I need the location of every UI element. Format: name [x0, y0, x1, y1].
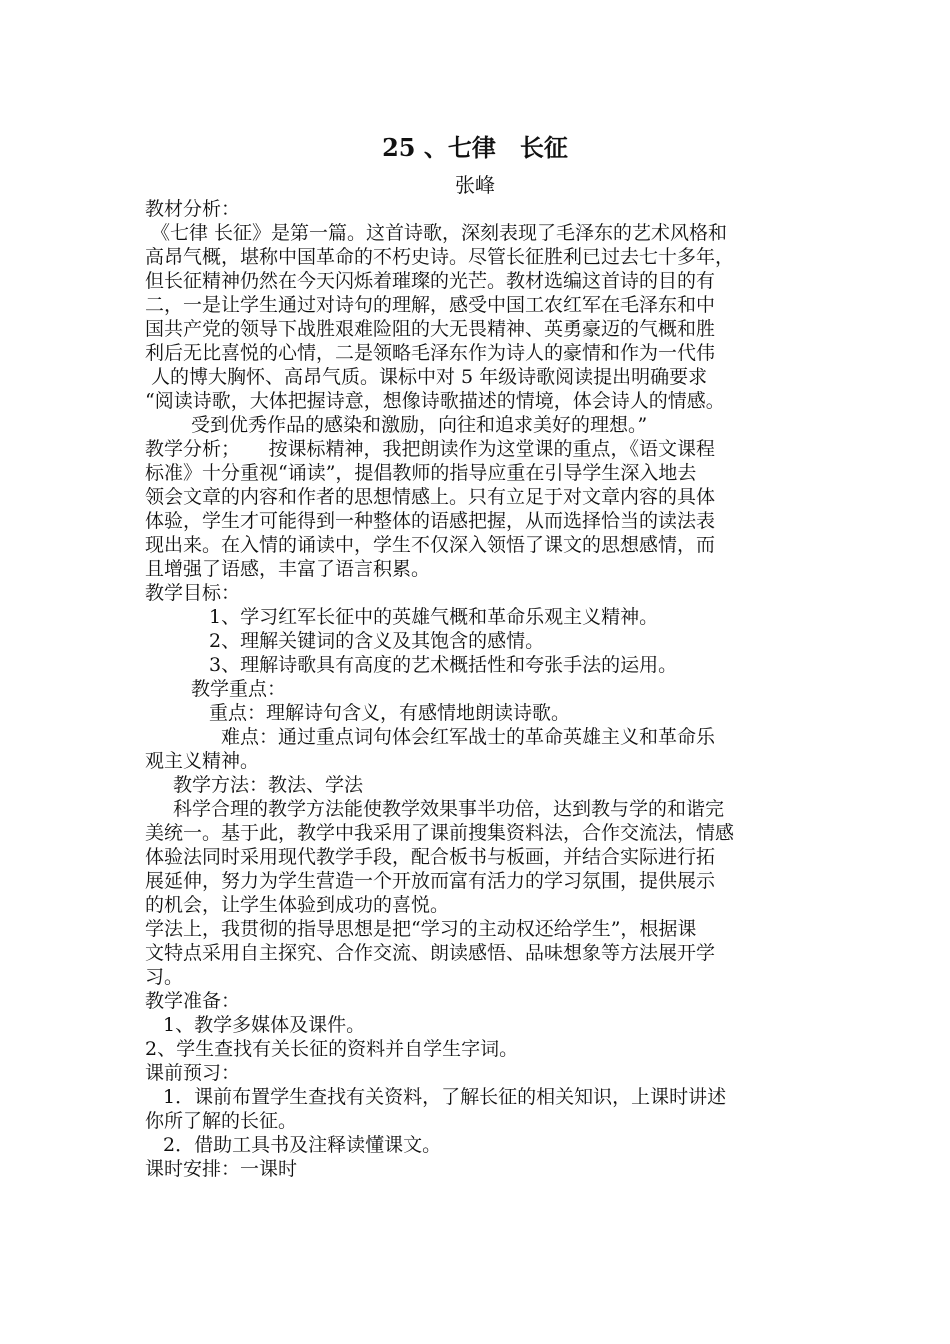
paragraph-line: 国共产党的领导下战胜艰难险阻的大无畏精神、英勇豪迈的气概和胜 — [145, 318, 716, 340]
section-heading: 教学方法：教法、学法 — [173, 774, 364, 796]
paragraph-line: 现出来。在入情的诵读中，学生不仅深入领悟了课文的思想感情，而 — [145, 534, 716, 556]
list-item: 2．借助工具书及注释读懂课文。 — [163, 1134, 442, 1156]
paragraph-line: 《七律 长征》是第一篇。这首诗歌，深刻表现了毛泽东的艺术风格和 — [151, 222, 728, 244]
paragraph-line: 展延伸，努力为学生营造一个开放而富有活力的学习氛围，提供展示 — [145, 870, 716, 892]
paragraph-line: 习。 — [145, 966, 184, 988]
section-heading: 教学目标： — [145, 582, 241, 604]
paragraph-line: 美统一。基于此，教学中我采用了课前搜集资料法，合作交流法，情感 — [145, 822, 735, 844]
paragraph-line: 难点：通过重点词句体会红军战士的革命英雄主义和革命乐 — [221, 726, 716, 748]
section-heading: 课前预习： — [145, 1062, 241, 1084]
list-item: 1、学习红军长征中的英雄气概和革命乐观主义精神。 — [209, 606, 659, 628]
paragraph-line: 人的博大胸怀、高昂气质。课标中对 5 年级诗歌阅读提出明确要求 — [151, 366, 708, 388]
page-title: 25 、七律 长征 — [382, 133, 568, 162]
section-heading: 教学重点： — [191, 678, 287, 700]
paragraph-line: 体验，学生才可能得到一种整体的语感把握，从而选择恰当的读法表 — [145, 510, 716, 532]
document-body — [145, 197, 815, 1181]
paragraph-line: 且增强了语感，丰富了语言积累。 — [145, 558, 431, 580]
paragraph-line: 文特点采用自主探究、合作交流、朗读感悟、品味想象等方法展开学 — [145, 942, 716, 964]
author: 张峰 — [455, 173, 495, 197]
section-heading: 教材分析： — [145, 198, 241, 220]
list-item: 1．课前布置学生查找有关资料，了解长征的相关知识，上课时讲述 — [163, 1086, 727, 1108]
list-item: 1、教学多媒体及课件。 — [163, 1014, 366, 1036]
paragraph-line: 科学合理的教学方法能使教学效果事半功倍，达到教与学的和谐完 — [173, 798, 725, 820]
section-heading: 教学准备： — [145, 990, 241, 1012]
list-item: 3、理解诗歌具有高度的艺术概括性和夸张手法的运用。 — [209, 654, 678, 676]
paragraph-line: 教学分析； 按课标精神，我把朗读作为这堂课的重点，《语文课程 — [145, 438, 716, 460]
paragraph-line: 的机会，让学生体验到成功的喜悦。 — [145, 894, 450, 916]
paragraph-line: 领会文章的内容和作者的思想情感上。只有立足于对文章内容的具体 — [145, 486, 716, 508]
paragraph-line: 二，一是让学生通过对诗句的理解，感受中国工农红军在毛泽东和中 — [145, 294, 716, 316]
paragraph-line: 标准》十分重视“诵读”，提倡教师的指导应重在引导学生深入地去 — [145, 462, 697, 484]
section-heading: 课时安排：一课时 — [145, 1158, 298, 1180]
list-item: 2、学生查找有关长征的资料并自学生字词。 — [145, 1038, 519, 1060]
paragraph-line: 受到优秀作品的感染和激励，向往和追求美好的理想。” — [191, 414, 648, 436]
list-item: 你所了解的长征。 — [145, 1110, 298, 1132]
paragraph-line: 观主义精神。 — [145, 750, 260, 772]
paragraph-line: 利后无比喜悦的心情，二是领略毛泽东作为诗人的豪情和作为一代伟 — [145, 342, 716, 364]
paragraph-line: 学法上，我贯彻的指导思想是把“学习的主动权还给学生”，根据课 — [145, 918, 697, 940]
paragraph-line: 重点：理解诗句含义，有感情地朗读诗歌。 — [209, 702, 571, 724]
paragraph-line: “阅读诗歌，大体把握诗意，想像诗歌描述的情境，体会诗人的情感。 — [145, 390, 725, 412]
list-item: 2、理解关键词的含义及其饱含的感情。 — [209, 630, 545, 652]
paragraph-line: 但长征精神仍然在今天闪烁着璀璨的光芒。教材选编这首诗的目的有 — [145, 270, 716, 292]
paragraph-line: 高昂气概，堪称中国革命的不朽史诗。尽管长征胜利已过去七十多年， — [145, 246, 735, 268]
paragraph-line: 体验法同时采用现代教学手段，配合板书与板画，并结合实际进行拓 — [145, 846, 716, 868]
